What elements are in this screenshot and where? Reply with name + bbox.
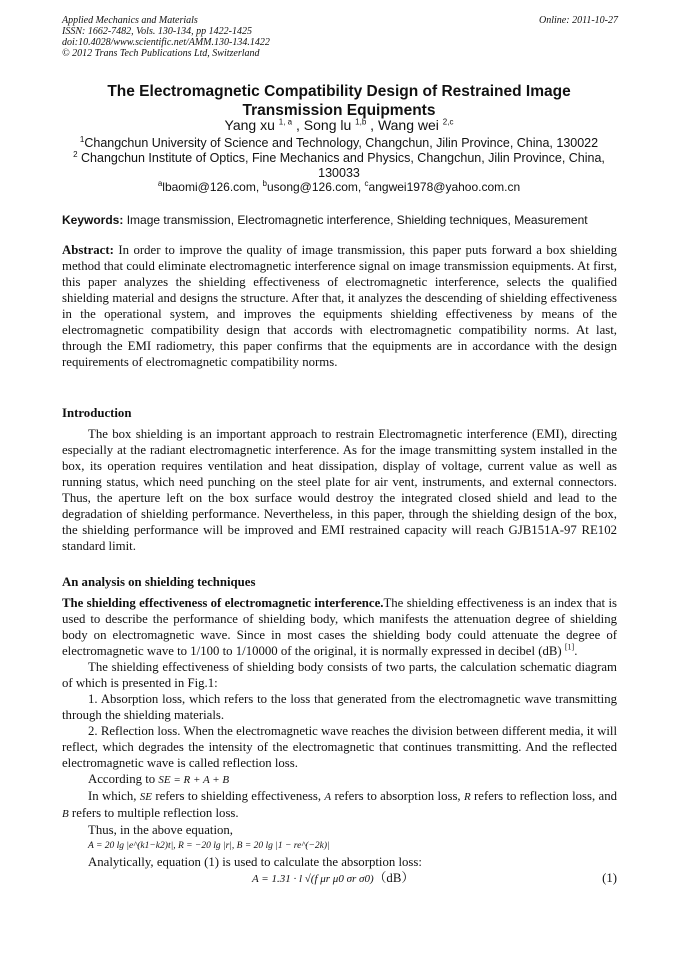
introduction-heading: Introduction: [62, 406, 132, 420]
loss-equations: [62, 838, 617, 854]
journal-copyright: © 2012 Trans Tech Publications Ltd, Switzerland: [62, 48, 260, 59]
author-1-affil: 1, a: [278, 117, 293, 127]
equation-1: [62, 870, 617, 887]
abstract: [62, 242, 617, 370]
analysis-paragraph-2: The shielding effectiveness of shielding body consists of two parts, the calculation schematic diagram of which is presented in Fig.1:: [62, 660, 617, 690]
affiliation-1: $^1$Changchun University of Science and Technology, Changchun, Jilin Province, China, 130022: [79, 134, 599, 150]
email-b: usong@126.com,: [266, 180, 365, 194]
analysis-body: [62, 595, 617, 887]
abstract-text: In order to improve the quality of image transmission, this paper puts forward a box shielding method that could eliminate electromagnetic interference signal on image transmission equipments. At first, this paper analyzes the shielding effectiveness of electromagnetic interference, selects the qualified shielding material and designs the structure. After that, it analyzes the descending of shielding effectiveness in the operational system, and improves the equipments shielding effectiveness by means of the electromagnetic compatibility design that accords with electromagnetic compatibility norms. At last, through the EMI radiometry, this paper confirms that the equipments are in accordance with the design requirements of electromagnetic compatibility norms.: [62, 243, 617, 369]
keywords-text: Image transmission, Electromagnetic interference, Shielding techniques, Measurement: [123, 213, 588, 227]
equation-1-formula: A = 1.31 · l √(f μr μ0 σr σ0): [252, 873, 374, 885]
citation-ref: [1]: [564, 642, 575, 652]
absorption-intro-line: Analytically, equation (1) is used to calculate the absorption loss:: [88, 855, 422, 869]
analysis-paragraph-1: The shielding effectiveness of electromagnetic interference.The shielding effectiveness is an index that is used to describe the performance of shielding body, which manifests the attenuation degree of shielding body on electromagnetic wave. Since in most cases the shielding body could attenuate the degree of electromagnetic wave to 1/100 to 1/10000 of the original, it is normally expressed in decibel (dB) [1].: [62, 596, 617, 658]
author-3: , Wang wei: [370, 117, 439, 133]
journal-header: [62, 15, 618, 59]
author-1: Yang xu: [224, 117, 275, 133]
email-a: lbaomi@126.com,: [162, 180, 263, 194]
author-list: [62, 117, 616, 133]
author-2-affil: 1,b: [355, 117, 367, 127]
title-line-1: The Electromagnetic Compatibility Design of Restrained Image: [107, 83, 571, 100]
author-emails: $^a$lbaomi@126.com, $^b$usong@126.com, $^c$angwei1978@yahoo.com.cn: [157, 179, 521, 194]
author-3-affil: 2,c: [442, 117, 454, 127]
abstract-label: Abstract:: [62, 243, 114, 257]
se-equation-line: According to SE = R + A + B: [88, 772, 230, 786]
affiliation-2: $^2$ Changchun Institute of Optics, Fine Mechanics and Physics, Changchun, Jilin Province, China, 130033: [73, 149, 605, 180]
paper-title: [62, 82, 616, 120]
reflection-loss-item: 2. Reflection loss. When the electromagnetic wave reaches the division between different media, it will reflect, which degrades the intensity of the electromagnetic that continues transmitting. And the reflected electromagnetic wave is called reflection loss.: [62, 724, 617, 770]
journal-issn: ISSN: 1662-7482, Vols. 130-134, pp 1422-1425: [62, 26, 252, 37]
thus-line: Thus, in the above equation,: [88, 823, 233, 837]
journal-doi: doi:10.4028/www.scientific.net/AMM.130-134.1422: [62, 37, 270, 48]
absorption-loss-item: 1. Absorption loss, which refers to the loss that generated from the electromagnetic wave transmitting through the shielding materials.: [62, 692, 617, 722]
equation-r: , R = −20 lg |r|: [173, 841, 232, 851]
keywords: [62, 213, 618, 228]
equation-1-unit: （dB）: [373, 871, 415, 885]
definitions-paragraph: In which, SE refers to shielding effectiveness, A refers to absorption loss, R refers to reflection loss, and B refers to multiple reflection loss.: [62, 789, 617, 820]
affiliations: [62, 136, 616, 181]
introduction-body: [62, 426, 617, 554]
online-date: Online: 2011-10-27: [539, 15, 618, 26]
introduction-paragraph: The box shielding is an important approach to restrain Electromagnetic interference (EMI), directing especially at the radiant electromagnetic interference. As for the image transmitting system installed in the box, its operation requires ventilation and heat dissipation, display of voltage, current value as well as running status, which need punching on the steel plate for air vent, instruments, and external connectors. Thus, the aperture left on the box surface would destroy the integrated closed shield and lead to the degradation of shielding performance. Nevertheless, in this paper, through the shielding design of the box, the shielding performance will be improved and EMI restrained capacity will reach GJB151A-97 RE102 standard limit.: [62, 427, 617, 553]
author-2: , Song lu: [296, 117, 352, 133]
email-c: angwei1978@yahoo.com.cn: [368, 180, 521, 194]
journal-name: Applied Mechanics and Materials: [62, 15, 198, 26]
equation-a: A = 20 lg |e^(k1−k2)t|: [88, 841, 174, 851]
equation-b: , B = 20 lg |1 − re^(−2k)|: [231, 841, 330, 851]
keywords-label: Keywords:: [62, 213, 124, 227]
equation-1-number: (1): [602, 871, 617, 885]
analysis-heading: An analysis on shielding techniques: [62, 575, 256, 589]
title-line-2: Transmission Equipments: [242, 102, 436, 119]
se-equation: SE = R + A + B: [158, 774, 230, 786]
